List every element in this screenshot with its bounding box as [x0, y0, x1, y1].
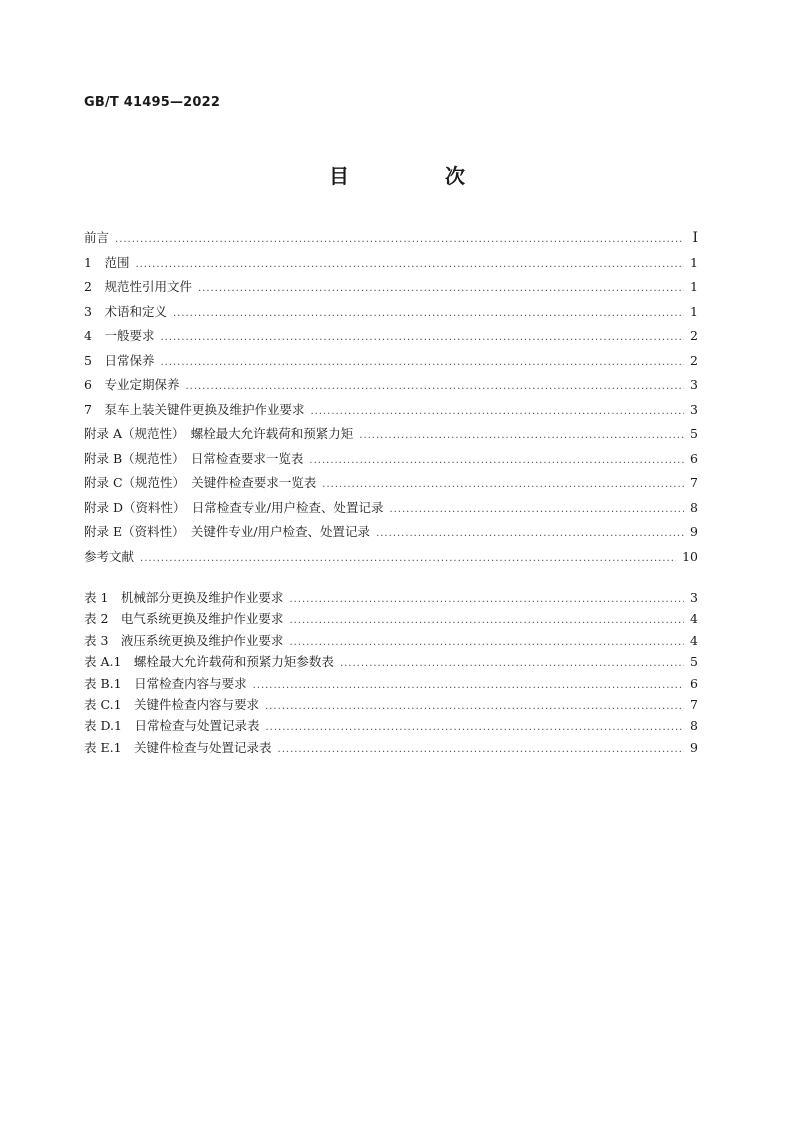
- toc-entry-page: 3: [690, 377, 698, 392]
- toc-entry-page: 1: [690, 254, 698, 270]
- toc-dot-leader: [265, 696, 684, 717]
- toc-entry-label: 7 泵车上装关键件更换及维护作业要求: [84, 401, 305, 417]
- toc-entry-label: 6 专业定期保养: [84, 377, 180, 392]
- toc-table-entry[interactable]: [84, 651, 698, 672]
- toc-entry-page: 1: [690, 279, 698, 294]
- toc-entry-annex-e[interactable]: [84, 520, 698, 545]
- toc-table-entry[interactable]: [84, 694, 698, 715]
- toc-table-page: 4: [690, 632, 698, 648]
- toc-entry-page: 8: [690, 499, 698, 515]
- toc-dot-leader: [340, 653, 684, 674]
- toc-table-entry[interactable]: [84, 608, 698, 629]
- toc-entry-page: 2: [690, 352, 698, 368]
- toc-table-label: 表 3 液压系统更换及维护作业要求: [84, 632, 284, 648]
- toc-entry-label: 前言: [84, 230, 110, 245]
- toc-table-label: 表 B.1 日常检查内容与要求: [84, 675, 247, 691]
- toc-entry-page: 6: [690, 450, 698, 466]
- toc-dot-leader: [198, 277, 684, 302]
- toc-table-entry[interactable]: [84, 715, 698, 736]
- toc-entry-general-requirements[interactable]: [84, 324, 698, 349]
- toc-entry-terms-definitions[interactable]: [84, 300, 698, 325]
- toc-table-entry[interactable]: [84, 673, 698, 694]
- toc-table-label: 表 C.1 关键件检查内容与要求: [84, 696, 260, 712]
- toc-dot-leader: [115, 228, 684, 253]
- toc-table-entry[interactable]: [84, 630, 698, 651]
- toc-dot-leader: [309, 449, 684, 474]
- toc-table-label: 表 2 电气系统更换及维护作业要求: [84, 611, 284, 627]
- toc-dot-leader: [289, 589, 684, 610]
- toc-tables-list: [84, 587, 698, 758]
- toc-entry-label: 5 日常保养: [84, 352, 155, 368]
- toc-dot-leader: [289, 610, 684, 631]
- toc-table-page: 9: [690, 739, 698, 755]
- toc-entry-page: 5: [690, 426, 698, 441]
- toc-table-label: 表 D.1 日常检查与处置记录表: [84, 718, 260, 734]
- toc-entry-label: 4 一般要求: [84, 328, 155, 343]
- toc-table-entry[interactable]: [84, 737, 698, 758]
- toc-entry-page: 3: [690, 401, 698, 417]
- toc-entry-scope[interactable]: [84, 251, 698, 276]
- toc-table-page: 3: [690, 590, 698, 605]
- toc-dot-leader: [253, 675, 684, 696]
- toc-entry-bibliography[interactable]: [84, 545, 698, 570]
- toc-entry-label: 附录 A（规范性） 螺栓最大允许载荷和预紧力矩: [84, 426, 354, 441]
- toc-entry-page: 1: [690, 303, 698, 319]
- toc-dot-leader: [160, 326, 684, 351]
- toc-entry-label: 1 范围: [84, 254, 130, 270]
- toc-dot-leader: [140, 547, 676, 572]
- toc-dot-leader: [389, 498, 684, 523]
- toc-dot-leader: [376, 522, 684, 547]
- toc-entry-label: 参考文献: [84, 548, 135, 564]
- toc-dot-leader: [322, 473, 684, 498]
- toc-table-label: 表 E.1 关键件检查与处置记录表: [84, 739, 272, 755]
- toc-dot-leader: [289, 632, 684, 653]
- toc-entry-label: 附录 D（资料性） 日常检查专业/用户检查、处置记录: [84, 499, 384, 515]
- toc-entry-page: 10: [682, 548, 698, 564]
- toc-entry-label: 2 规范性引用文件: [84, 279, 192, 294]
- toc-entry-annex-a[interactable]: [84, 422, 698, 447]
- toc-dot-leader: [135, 253, 684, 278]
- toc-main-list: [84, 226, 698, 569]
- toc-dot-leader: [265, 717, 684, 738]
- toc-table-entry[interactable]: [84, 587, 698, 608]
- toc-entry-periodic-maintenance[interactable]: [84, 373, 698, 398]
- toc-entry-key-parts-replacement[interactable]: [84, 398, 698, 423]
- toc-entry-label: 附录 E（资料性） 关键件专业/用户检查、处置记录: [84, 524, 371, 539]
- toc-entry-foreword[interactable]: [84, 226, 698, 251]
- toc-entry-page: Ⅰ: [692, 230, 698, 246]
- toc-dot-leader: [310, 400, 684, 425]
- toc-table-page: 5: [690, 654, 698, 670]
- standard-code: GB/T 41495—2022: [84, 95, 221, 110]
- toc-table-page: 4: [690, 611, 698, 627]
- toc-entry-daily-maintenance[interactable]: [84, 349, 698, 374]
- toc-table-page: 6: [690, 675, 698, 691]
- toc-entry-label: 附录 B（规范性） 日常检查要求一览表: [84, 450, 304, 466]
- toc-dot-leader: [185, 375, 684, 400]
- toc-dot-leader: [278, 739, 684, 760]
- toc-dot-leader: [160, 351, 684, 376]
- toc-entry-page: 7: [690, 475, 698, 490]
- toc-table-label: 表 1 机械部分更换及维护作业要求: [84, 590, 284, 605]
- toc-table-label: 表 A.1 螺栓最大允许载荷和预紧力矩参数表: [84, 654, 334, 670]
- toc-entry-annex-b[interactable]: [84, 447, 698, 472]
- toc-entry-normative-references[interactable]: [84, 275, 698, 300]
- toc-entry-page: 9: [690, 524, 698, 539]
- toc-table-page: 7: [690, 696, 698, 712]
- toc-dot-leader: [359, 424, 684, 449]
- toc-table-page: 8: [690, 718, 698, 734]
- toc-entry-page: 2: [690, 328, 698, 343]
- toc-entry-label: 3 术语和定义: [84, 303, 167, 319]
- toc-entry-annex-d[interactable]: [84, 496, 698, 521]
- toc-entry-annex-c[interactable]: [84, 471, 698, 496]
- toc-entry-label: 附录 C（规范性） 关键件检查要求一览表: [84, 475, 317, 490]
- toc-dot-leader: [173, 302, 684, 327]
- toc-title: 目 次: [329, 164, 503, 188]
